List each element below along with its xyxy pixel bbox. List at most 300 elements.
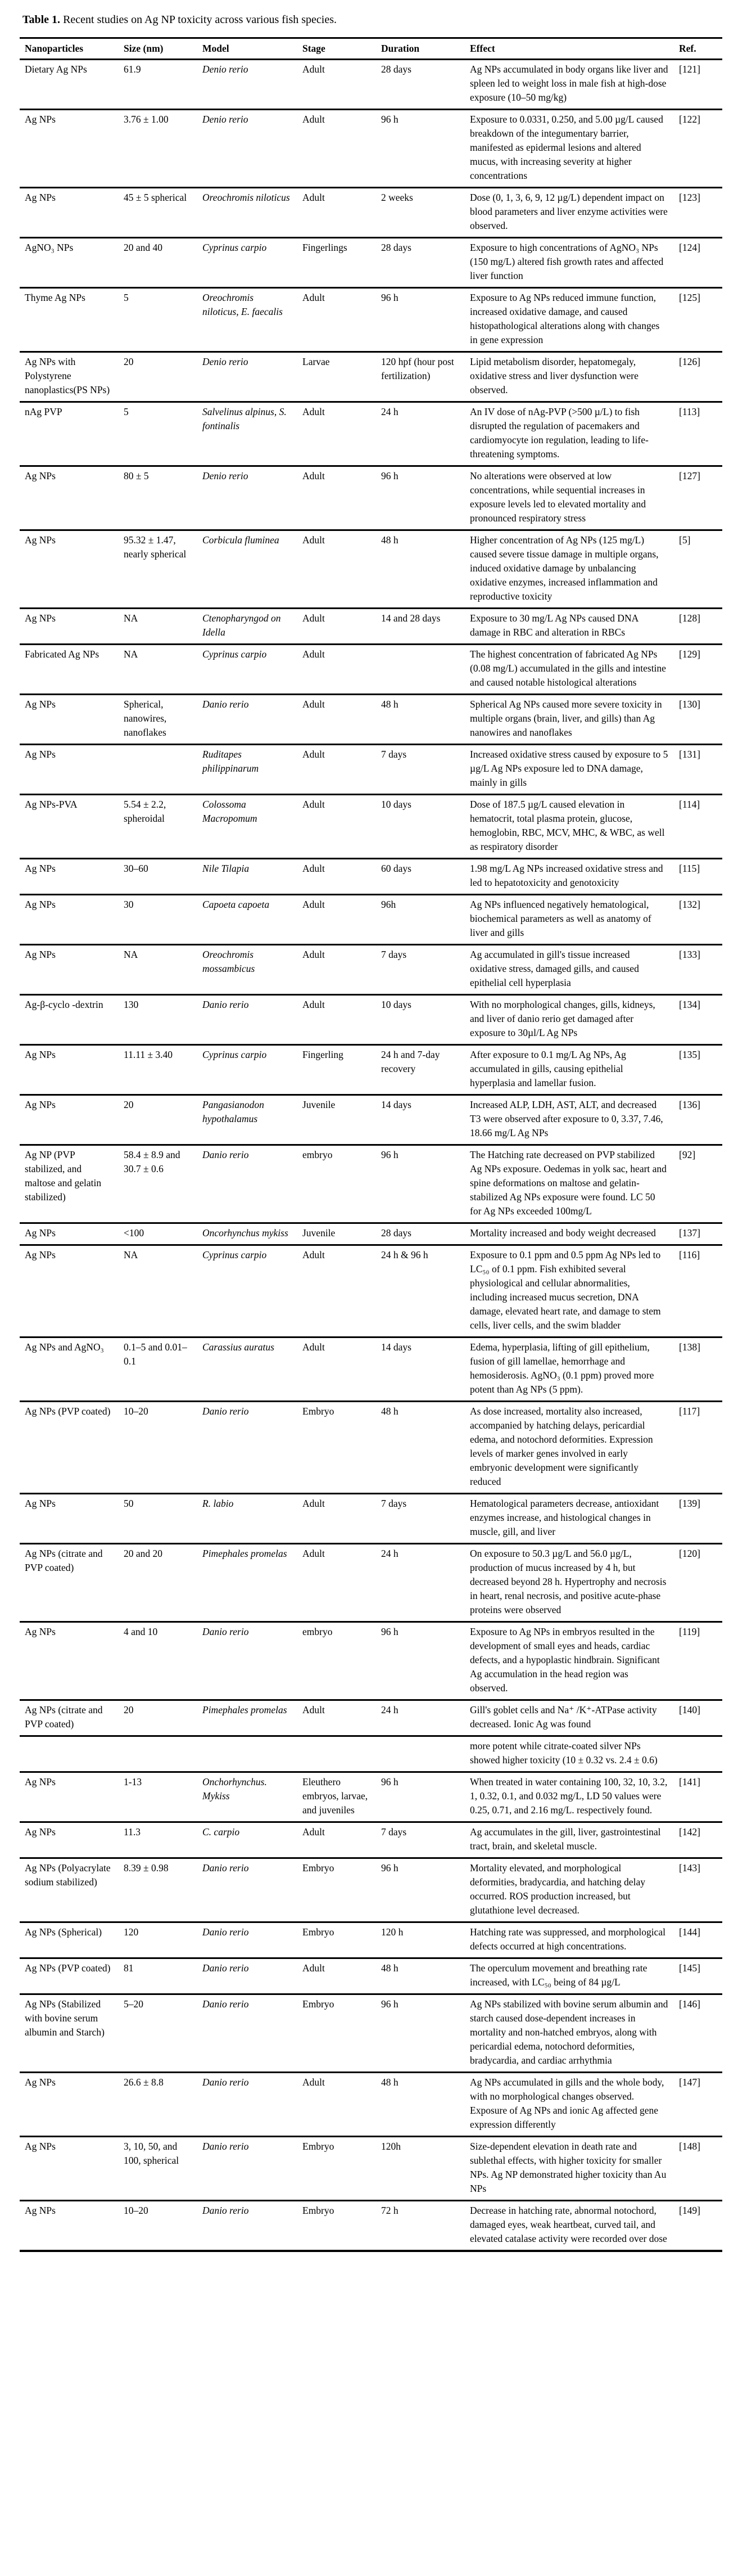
cell-size xyxy=(119,745,197,795)
cell-duration: 96 h xyxy=(376,1622,465,1700)
cell-stage: Adult xyxy=(297,288,376,352)
cell-duration: 72 h xyxy=(376,2201,465,2251)
cell-nanoparticles: Ag NPs (PVP coated) xyxy=(20,1402,119,1494)
cell-nanoparticles: Ag NPs (PVP coated) xyxy=(20,1958,119,1994)
cell-nanoparticles: Ag NPs xyxy=(20,1045,119,1095)
cell-size: 20 xyxy=(119,1700,197,1736)
cell-model: Pangasianodon hypothalamus xyxy=(197,1095,297,1145)
cell-ref: [5] xyxy=(674,530,722,609)
cell-nanoparticles: Ag NPs xyxy=(20,695,119,745)
cell-effect: Mortality increased and body weight decreased xyxy=(465,1223,674,1245)
cell-model: Cyprinus carpio xyxy=(197,238,297,288)
table-row xyxy=(20,1994,722,2073)
cell-effect: Ag NPs accumulated in gills and the whole body, with no morphological changes observed. Exposure of Ag NPs and ionic Ag affected gene expression differently xyxy=(465,2073,674,2137)
table-row xyxy=(20,1095,722,1145)
cell-ref: [148] xyxy=(674,2137,722,2201)
cell-effect: Exposure to Ag NPs reduced immune function, increased oxidative damage, and caused histopathological alterations along with changes in gene expression xyxy=(465,288,674,352)
cell-size: 3, 10, 50, and 100, spherical xyxy=(119,2137,197,2201)
cell-effect: Decrease in hatching rate, abnormal notochord, damaged eyes, weak heartbeat, curved tail, and elevated catalase activity were recorded over dose xyxy=(465,2201,674,2251)
cell-stage: Adult xyxy=(297,1700,376,1736)
cell-duration: 24 h xyxy=(376,402,465,466)
cell-model: Cyprinus carpio xyxy=(197,1045,297,1095)
cell-model: Ctenopharyngod on Idella xyxy=(197,609,297,645)
cell-duration: 96 h xyxy=(376,1858,465,1922)
cell-duration: 24 h xyxy=(376,1700,465,1736)
cell-model: Danio rerio xyxy=(197,2137,297,2201)
cell-nanoparticles: Ag NPs xyxy=(20,188,119,238)
cell-size: NA xyxy=(119,1245,197,1337)
cell-effect: Hatching rate was suppressed, and morphological defects occurred at high concentrations. xyxy=(465,1922,674,1958)
cell-nanoparticles: Ag NPs and AgNO₃ xyxy=(20,1337,119,1402)
cell-size: 1-13 xyxy=(119,1772,197,1822)
cell-stage: Fingerlings xyxy=(297,238,376,288)
cell-effect: The Hatching rate decreased on PVP stabilized Ag NPs exposure. Oedemas in yolk sac, heart and spine deformations on maltose and gelatin-stabilized Ag NPs exposure were found. LC 50 for Ag NPs exceeded 100mg/L xyxy=(465,1145,674,1223)
cell-stage: Adult xyxy=(297,1544,376,1622)
table-row xyxy=(20,1858,722,1922)
cell-nanoparticles: Ag NPs xyxy=(20,466,119,530)
cell-size: 10–20 xyxy=(119,2201,197,2251)
col-header-size: Size (nm) xyxy=(119,38,197,60)
cell-size: 20 and 20 xyxy=(119,1544,197,1622)
cell-nanoparticles: Ag NPs with Polystyrene nanoplastics(PS NPs) xyxy=(20,352,119,402)
cell-nanoparticles: Ag NPs xyxy=(20,859,119,895)
table-row xyxy=(20,1402,722,1494)
cell-model: R. labio xyxy=(197,1494,297,1544)
cell-model: Danio rerio xyxy=(197,2073,297,2137)
cell-stage: Adult xyxy=(297,188,376,238)
cell-effect: Exposure to high concentrations of AgNO₃ NPs (150 mg/L) altered fish growth rates and affected liver function xyxy=(465,238,674,288)
cell-ref: [141] xyxy=(674,1772,722,1822)
table-row xyxy=(20,1544,722,1622)
cell-duration: 24 h xyxy=(376,1544,465,1622)
cell-nanoparticles: Ag NPs-PVA xyxy=(20,795,119,859)
cell-effect: Lipid metabolism disorder, hepatomegaly, oxidative stress and liver dysfunction were observed. xyxy=(465,352,674,402)
cell-ref: [145] xyxy=(674,1958,722,1994)
table-row xyxy=(20,1145,722,1223)
cell-stage: Adult xyxy=(297,110,376,188)
cell-effect: Dose (0, 1, 3, 6, 9, 12 µg/L) dependent impact on blood parameters and liver enzyme activities were observed. xyxy=(465,188,674,238)
cell-stage: Adult xyxy=(297,695,376,745)
table-row xyxy=(20,110,722,188)
cell-effect: Ag NPs stabilized with bovine serum albumin and starch caused dose-dependent increases in mortality and non-hatched embryos, along with pericardial edema, notochord deformities, bradycardia, and cardiac arrhythmia xyxy=(465,1994,674,2073)
cell-stage: Adult xyxy=(297,60,376,110)
cell-duration: 48 h xyxy=(376,2073,465,2137)
cell-size: 61.9 xyxy=(119,60,197,110)
cell-effect: 1.98 mg/L Ag NPs increased oxidative stress and led to hepatotoxicity and genotoxicity xyxy=(465,859,674,895)
col-header-effect: Effect xyxy=(465,38,674,60)
cell-size: 45 ± 5 spherical xyxy=(119,188,197,238)
table-row xyxy=(20,945,722,995)
cell-stage: Eleuthero embryos, larvae, and juveniles xyxy=(297,1772,376,1822)
cell-ref: [136] xyxy=(674,1095,722,1145)
cell-stage xyxy=(297,1736,376,1772)
cell-nanoparticles: Dietary Ag NPs xyxy=(20,60,119,110)
cell-size: 5 xyxy=(119,402,197,466)
cell-effect: The operculum movement and breathing rate increased, with LC₅₀ being of 84 µg/L xyxy=(465,1958,674,1994)
cell-duration: 10 days xyxy=(376,795,465,859)
cell-ref: [147] xyxy=(674,2073,722,2137)
table-row xyxy=(20,1922,722,1958)
cell-duration: 48 h xyxy=(376,530,465,609)
cell-size: 130 xyxy=(119,995,197,1045)
cell-duration: 96 h xyxy=(376,110,465,188)
cell-nanoparticles: Ag NPs xyxy=(20,945,119,995)
cell-ref: [115] xyxy=(674,859,722,895)
cell-nanoparticles: Thyme Ag NPs xyxy=(20,288,119,352)
cell-stage: Adult xyxy=(297,1494,376,1544)
table-body xyxy=(20,60,722,2251)
cell-model: Oreochromis mossambicus xyxy=(197,945,297,995)
cell-size: 50 xyxy=(119,1494,197,1544)
cell-model: Denio rerio xyxy=(197,110,297,188)
cell-stage: Embryo xyxy=(297,1858,376,1922)
table-row xyxy=(20,352,722,402)
cell-ref: [119] xyxy=(674,1622,722,1700)
table-row xyxy=(20,1700,722,1736)
cell-ref: [117] xyxy=(674,1402,722,1494)
cell-model: Nile Tilapia xyxy=(197,859,297,895)
table-row xyxy=(20,745,722,795)
cell-effect: Higher concentration of Ag NPs (125 mg/L) caused severe tissue damage in multiple organs, induced oxidative damage by unbalancing oxidative enzymes, increased inflammation and reproductive toxicity xyxy=(465,530,674,609)
cell-size: 10–20 xyxy=(119,1402,197,1494)
cell-size: Spherical, nanowires, nanoflakes xyxy=(119,695,197,745)
table-row xyxy=(20,1736,722,1772)
cell-effect: An IV dose of nAg-PVP (>500 µ/L) to fish disrupted the regulation of pacemakers and cardiomyocyte ion regulation, leading to life-threatening symptoms. xyxy=(465,402,674,466)
cell-ref: [123] xyxy=(674,188,722,238)
cell-ref: [125] xyxy=(674,288,722,352)
col-header-ref: Ref. xyxy=(674,38,722,60)
cell-duration: 28 days xyxy=(376,1223,465,1245)
cell-ref: [140] xyxy=(674,1700,722,1736)
table-row xyxy=(20,1622,722,1700)
cell-nanoparticles: Ag NPs xyxy=(20,2201,119,2251)
cell-size: 11.11 ± 3.40 xyxy=(119,1045,197,1095)
cell-nanoparticles: Fabricated Ag NPs xyxy=(20,645,119,695)
cell-ref: [124] xyxy=(674,238,722,288)
cell-stage: Adult xyxy=(297,1958,376,1994)
cell-size: 5.54 ± 2.2, spheroidal xyxy=(119,795,197,859)
cell-model: Onchorhynchus. Mykiss xyxy=(197,1772,297,1822)
cell-effect: No alterations were observed at low concentrations, while sequential increases in exposure levels led to elevated mortality and pronounced respiratory stress xyxy=(465,466,674,530)
cell-duration: 14 days xyxy=(376,1095,465,1145)
studies-table xyxy=(20,37,722,2252)
cell-effect: Ag accumulated in gill's tissue increased oxidative stress, damaged gills, and caused epithelial cell hyperplasia xyxy=(465,945,674,995)
table-row xyxy=(20,1772,722,1822)
cell-stage: Adult xyxy=(297,645,376,695)
cell-effect: As dose increased, mortality also increased, accompanied by hatching delays, pericardial edema, and notochord deformities. Expression levels of marker genes involved in early embryonic development were significantly reduced xyxy=(465,1402,674,1494)
cell-stage: Juvenile xyxy=(297,1095,376,1145)
cell-ref: [132] xyxy=(674,895,722,945)
cell-effect: Exposure to 0.1 ppm and 0.5 ppm Ag NPs led to LC₅₀ of 0.1 ppm. Fish exhibited several physiological and cellular abnormalities, including increased mucus secretion, DNA damage, elevated heart rate, and damage to stem cells, liver cells, and the swim bladder xyxy=(465,1245,674,1337)
col-header-model: Model xyxy=(197,38,297,60)
cell-nanoparticles: Ag NPs xyxy=(20,110,119,188)
cell-duration: 24 h and 7-day recovery xyxy=(376,1045,465,1095)
cell-stage: Embryo xyxy=(297,2201,376,2251)
cell-effect: Edema, hyperplasia, lifting of gill epithelium, fusion of gill lamellae, hemorrhage and hemosiderosis. AgNO₃ (0.1 ppm) proved more potent than Ag NPs (5 ppm). xyxy=(465,1337,674,1402)
cell-ref: [127] xyxy=(674,466,722,530)
cell-nanoparticles: Ag NPs xyxy=(20,1245,119,1337)
cell-size: 0.1–5 and 0.01–0.1 xyxy=(119,1337,197,1402)
cell-size xyxy=(119,1736,197,1772)
cell-model: Danio rerio xyxy=(197,1858,297,1922)
cell-nanoparticles: Ag NPs xyxy=(20,745,119,795)
cell-ref: [137] xyxy=(674,1223,722,1245)
table-row xyxy=(20,895,722,945)
cell-model: Danio rerio xyxy=(197,1145,297,1223)
cell-size: 20 xyxy=(119,1095,197,1145)
cell-size: <100 xyxy=(119,1223,197,1245)
table-row xyxy=(20,188,722,238)
cell-size: 81 xyxy=(119,1958,197,1994)
cell-model: Oreochromis niloticus xyxy=(197,188,297,238)
cell-nanoparticles: Ag NPs xyxy=(20,2137,119,2201)
cell-stage: Adult xyxy=(297,2073,376,2137)
cell-ref: [128] xyxy=(674,609,722,645)
table-row xyxy=(20,530,722,609)
cell-ref: [142] xyxy=(674,1822,722,1858)
cell-model: Capoeta capoeta xyxy=(197,895,297,945)
cell-effect: Exposure to 30 mg/L Ag NPs caused DNA damage in RBC and alteration in RBCs xyxy=(465,609,674,645)
cell-stage: Adult xyxy=(297,895,376,945)
cell-stage: Adult xyxy=(297,530,376,609)
cell-nanoparticles: Ag NPs xyxy=(20,895,119,945)
table-caption-text: Recent studies on Ag NP toxicity across various fish species. xyxy=(60,13,337,26)
cell-effect: more potent while citrate-coated silver NPs showed higher toxicity (10 ± 0.32 vs. 2.4 ± 0.6) xyxy=(465,1736,674,1772)
cell-size: 8.39 ± 0.98 xyxy=(119,1858,197,1922)
cell-stage: Fingerling xyxy=(297,1045,376,1095)
cell-model: Pimephales promelas xyxy=(197,1700,297,1736)
cell-ref xyxy=(674,1736,722,1772)
cell-duration: 48 h xyxy=(376,695,465,745)
cell-ref: [130] xyxy=(674,695,722,745)
cell-nanoparticles: Ag NPs xyxy=(20,1223,119,1245)
cell-ref: [92] xyxy=(674,1145,722,1223)
cell-nanoparticles: Ag NPs xyxy=(20,1772,119,1822)
cell-size: 58.4 ± 8.9 and 30.7 ± 0.6 xyxy=(119,1145,197,1223)
table-row xyxy=(20,60,722,110)
table-row xyxy=(20,402,722,466)
table-caption-label: Table 1. xyxy=(22,13,61,26)
table-row xyxy=(20,2201,722,2251)
cell-duration: 24 h & 96 h xyxy=(376,1245,465,1337)
table-row xyxy=(20,288,722,352)
cell-effect: Increased ALP, LDH, AST, ALT, and decreased T3 were observed after exposure to 0, 3.37, 7.46, 18.66 mg/L Ag NPs xyxy=(465,1095,674,1145)
cell-size: 5–20 xyxy=(119,1994,197,2073)
cell-ref: [114] xyxy=(674,795,722,859)
table-row xyxy=(20,609,722,645)
col-header-nanoparticles: Nanoparticles xyxy=(20,38,119,60)
cell-duration xyxy=(376,645,465,695)
table-row xyxy=(20,695,722,745)
cell-ref: [146] xyxy=(674,1994,722,2073)
cell-duration: 120h xyxy=(376,2137,465,2201)
cell-ref: [134] xyxy=(674,995,722,1045)
cell-size: 30 xyxy=(119,895,197,945)
cell-nanoparticles: Ag NPs (citrate and PVP coated) xyxy=(20,1544,119,1622)
cell-size: 3.76 ± 1.00 xyxy=(119,110,197,188)
cell-nanoparticles: Ag NPs xyxy=(20,1822,119,1858)
cell-effect: Exposure to 0.0331, 0.250, and 5.00 µg/L caused breakdown of the integumentary barrier, manifested as epidermal lesions and altered mucus, with increasing severity at higher concentrations xyxy=(465,110,674,188)
cell-size: 5 xyxy=(119,288,197,352)
cell-nanoparticles: Ag NPs xyxy=(20,530,119,609)
cell-stage: Embryo xyxy=(297,2137,376,2201)
cell-stage: Juvenile xyxy=(297,1223,376,1245)
cell-effect: When treated in water containing 100, 32, 10, 3.2, 1, 0.32, 0.1, and 0.032 mg/L, LD 50 values were 0.25, 0.71, and 2.16 mg/L. respectively found. xyxy=(465,1772,674,1822)
col-header-duration: Duration xyxy=(376,38,465,60)
cell-nanoparticles: Ag NPs (Stabilized with bovine serum albumin and Starch) xyxy=(20,1994,119,2073)
cell-duration: 120 hpf (hour post fertilization) xyxy=(376,352,465,402)
cell-model: Danio rerio xyxy=(197,2201,297,2251)
cell-duration: 96 h xyxy=(376,1994,465,2073)
cell-model: Carassius auratus xyxy=(197,1337,297,1402)
cell-duration: 14 and 28 days xyxy=(376,609,465,645)
cell-stage: Adult xyxy=(297,1245,376,1337)
table-row xyxy=(20,859,722,895)
cell-stage: Adult xyxy=(297,466,376,530)
cell-nanoparticles: Ag NPs xyxy=(20,1622,119,1700)
cell-ref: [133] xyxy=(674,945,722,995)
cell-effect: Ag accumulates in the gill, liver, gastrointestinal tract, brain, and skeletal muscle. xyxy=(465,1822,674,1858)
cell-size: 11.3 xyxy=(119,1822,197,1858)
cell-effect: Spherical Ag NPs caused more severe toxicity in multiple organs (brain, liver, and gills) than Ag nanowires and nanoflakes xyxy=(465,695,674,745)
table-row xyxy=(20,1337,722,1402)
cell-duration: 28 days xyxy=(376,238,465,288)
cell-stage: Adult xyxy=(297,402,376,466)
table-caption xyxy=(22,12,738,27)
cell-stage: Adult xyxy=(297,795,376,859)
cell-duration: 2 weeks xyxy=(376,188,465,238)
cell-model: Danio rerio xyxy=(197,1622,297,1700)
cell-nanoparticles: Ag NPs (citrate and PVP coated) xyxy=(20,1700,119,1736)
cell-ref: [122] xyxy=(674,110,722,188)
cell-size: NA xyxy=(119,609,197,645)
table-row xyxy=(20,645,722,695)
cell-stage: Larvae xyxy=(297,352,376,402)
cell-effect: Size-dependent elevation in death rate and sublethal effects, with higher toxicity for smaller NPs. Ag NP demonstrated higher toxicity than Au NPs xyxy=(465,2137,674,2201)
cell-size: 80 ± 5 xyxy=(119,466,197,530)
cell-size: 95.32 ± 1.47, nearly spherical xyxy=(119,530,197,609)
cell-size: 120 xyxy=(119,1922,197,1958)
cell-stage: embryo xyxy=(297,1145,376,1223)
cell-stage: Adult xyxy=(297,995,376,1045)
cell-ref: [138] xyxy=(674,1337,722,1402)
cell-stage: Embryo xyxy=(297,1402,376,1494)
table-row xyxy=(20,466,722,530)
cell-nanoparticles: Ag NP (PVP stabilized, and maltose and gelatin stabilized) xyxy=(20,1145,119,1223)
cell-model: Ruditapes philippinarum xyxy=(197,745,297,795)
cell-duration: 96 h xyxy=(376,1772,465,1822)
table-row xyxy=(20,995,722,1045)
cell-effect: Mortality elevated, and morphological deformities, bradycardia, and hatching delay occurred. ROS production increased, but glutathione level decreased. xyxy=(465,1858,674,1922)
cell-ref: [126] xyxy=(674,352,722,402)
cell-nanoparticles: Ag NPs xyxy=(20,609,119,645)
cell-effect: Increased oxidative stress caused by exposure to 5 µg/L Ag NPs exposure led to DNA damage, mainly in gills xyxy=(465,745,674,795)
cell-model xyxy=(197,1736,297,1772)
header-row xyxy=(20,38,722,60)
cell-ref: [144] xyxy=(674,1922,722,1958)
cell-model: Cyprinus carpio xyxy=(197,1245,297,1337)
cell-size: 20 xyxy=(119,352,197,402)
cell-model: Colossoma Macropomum xyxy=(197,795,297,859)
table-row xyxy=(20,2073,722,2137)
cell-stage: Embryo xyxy=(297,1922,376,1958)
cell-nanoparticles: Ag NPs (Spherical) xyxy=(20,1922,119,1958)
col-header-stage: Stage xyxy=(297,38,376,60)
cell-model: Danio rerio xyxy=(197,1922,297,1958)
cell-model: Corbicula fluminea xyxy=(197,530,297,609)
cell-ref: [121] xyxy=(674,60,722,110)
cell-duration: 96 h xyxy=(376,466,465,530)
cell-ref: [149] xyxy=(674,2201,722,2251)
cell-duration: 120 h xyxy=(376,1922,465,1958)
cell-nanoparticles: Ag-β-cyclo -dextrin xyxy=(20,995,119,1045)
cell-size: 30–60 xyxy=(119,859,197,895)
cell-model: Danio rerio xyxy=(197,995,297,1045)
table-row xyxy=(20,2137,722,2201)
cell-model: Danio rerio xyxy=(197,1402,297,1494)
cell-size: NA xyxy=(119,645,197,695)
cell-model: Danio rerio xyxy=(197,1958,297,1994)
cell-duration xyxy=(376,1736,465,1772)
cell-effect: Ag NPs influenced negatively hematological, biochemical parameters as well as anatomy of liver and gills xyxy=(465,895,674,945)
cell-duration: 7 days xyxy=(376,745,465,795)
cell-stage: Adult xyxy=(297,609,376,645)
cell-size: 20 and 40 xyxy=(119,238,197,288)
cell-stage: Adult xyxy=(297,1822,376,1858)
cell-ref: [139] xyxy=(674,1494,722,1544)
cell-stage: Embryo xyxy=(297,1994,376,2073)
cell-size: 4 and 10 xyxy=(119,1622,197,1700)
cell-model: Danio rerio xyxy=(197,695,297,745)
cell-ref: [120] xyxy=(674,1544,722,1622)
cell-nanoparticles: nAg PVP xyxy=(20,402,119,466)
table-row xyxy=(20,1245,722,1337)
cell-effect: Ag NPs accumulated in body organs like liver and spleen led to weight loss in male fish at high-dose exposure (10–50 mg/kg) xyxy=(465,60,674,110)
cell-effect: Exposure to Ag NPs in embryos resulted in the development of small eyes and heads, cardiac defects, and a hypoplastic hindbrain. Significant Ag accumulation in the head region was observed. xyxy=(465,1622,674,1700)
cell-size: NA xyxy=(119,945,197,995)
cell-stage: Adult xyxy=(297,1337,376,1402)
cell-ref: [129] xyxy=(674,645,722,695)
cell-model: Denio rerio xyxy=(197,352,297,402)
cell-stage: embryo xyxy=(297,1622,376,1700)
cell-stage: Adult xyxy=(297,945,376,995)
cell-ref: [116] xyxy=(674,1245,722,1337)
cell-ref: [135] xyxy=(674,1045,722,1095)
cell-duration: 7 days xyxy=(376,945,465,995)
cell-nanoparticles: AgNO₃ NPs xyxy=(20,238,119,288)
table-row xyxy=(20,1494,722,1544)
table-row xyxy=(20,795,722,859)
cell-duration: 60 days xyxy=(376,859,465,895)
cell-model: Denio rerio xyxy=(197,60,297,110)
cell-stage: Adult xyxy=(297,859,376,895)
cell-model: Oreochromis niloticus, E. faecalis xyxy=(197,288,297,352)
cell-model: Denio rerio xyxy=(197,466,297,530)
cell-nanoparticles: Ag NPs xyxy=(20,2073,119,2137)
cell-effect: With no morphological changes, gills, kidneys, and liver of danio rerio get damaged after exposure to 30µl/L Ag NPs xyxy=(465,995,674,1045)
cell-model: C. carpio xyxy=(197,1822,297,1858)
table-row xyxy=(20,238,722,288)
cell-effect: Gill's goblet cells and Na⁺ /K⁺-ATPase activity decreased. Ionic Ag was found xyxy=(465,1700,674,1736)
table-row xyxy=(20,1822,722,1858)
cell-effect: The highest concentration of fabricated Ag NPs (0.08 mg/L) accumulated in the gills and intestine and caused notable histological alterations xyxy=(465,645,674,695)
cell-nanoparticles: Ag NPs xyxy=(20,1494,119,1544)
cell-model: Danio rerio xyxy=(197,1994,297,2073)
cell-duration: 48 h xyxy=(376,1402,465,1494)
table-row xyxy=(20,1045,722,1095)
cell-duration: 7 days xyxy=(376,1822,465,1858)
cell-effect: Dose of 187.5 µg/L caused elevation in hematocrit, total plasma protein, glucose, hemoglobin, RBC, MCV, MHC, & WBC, as well as respiratory disorder xyxy=(465,795,674,859)
